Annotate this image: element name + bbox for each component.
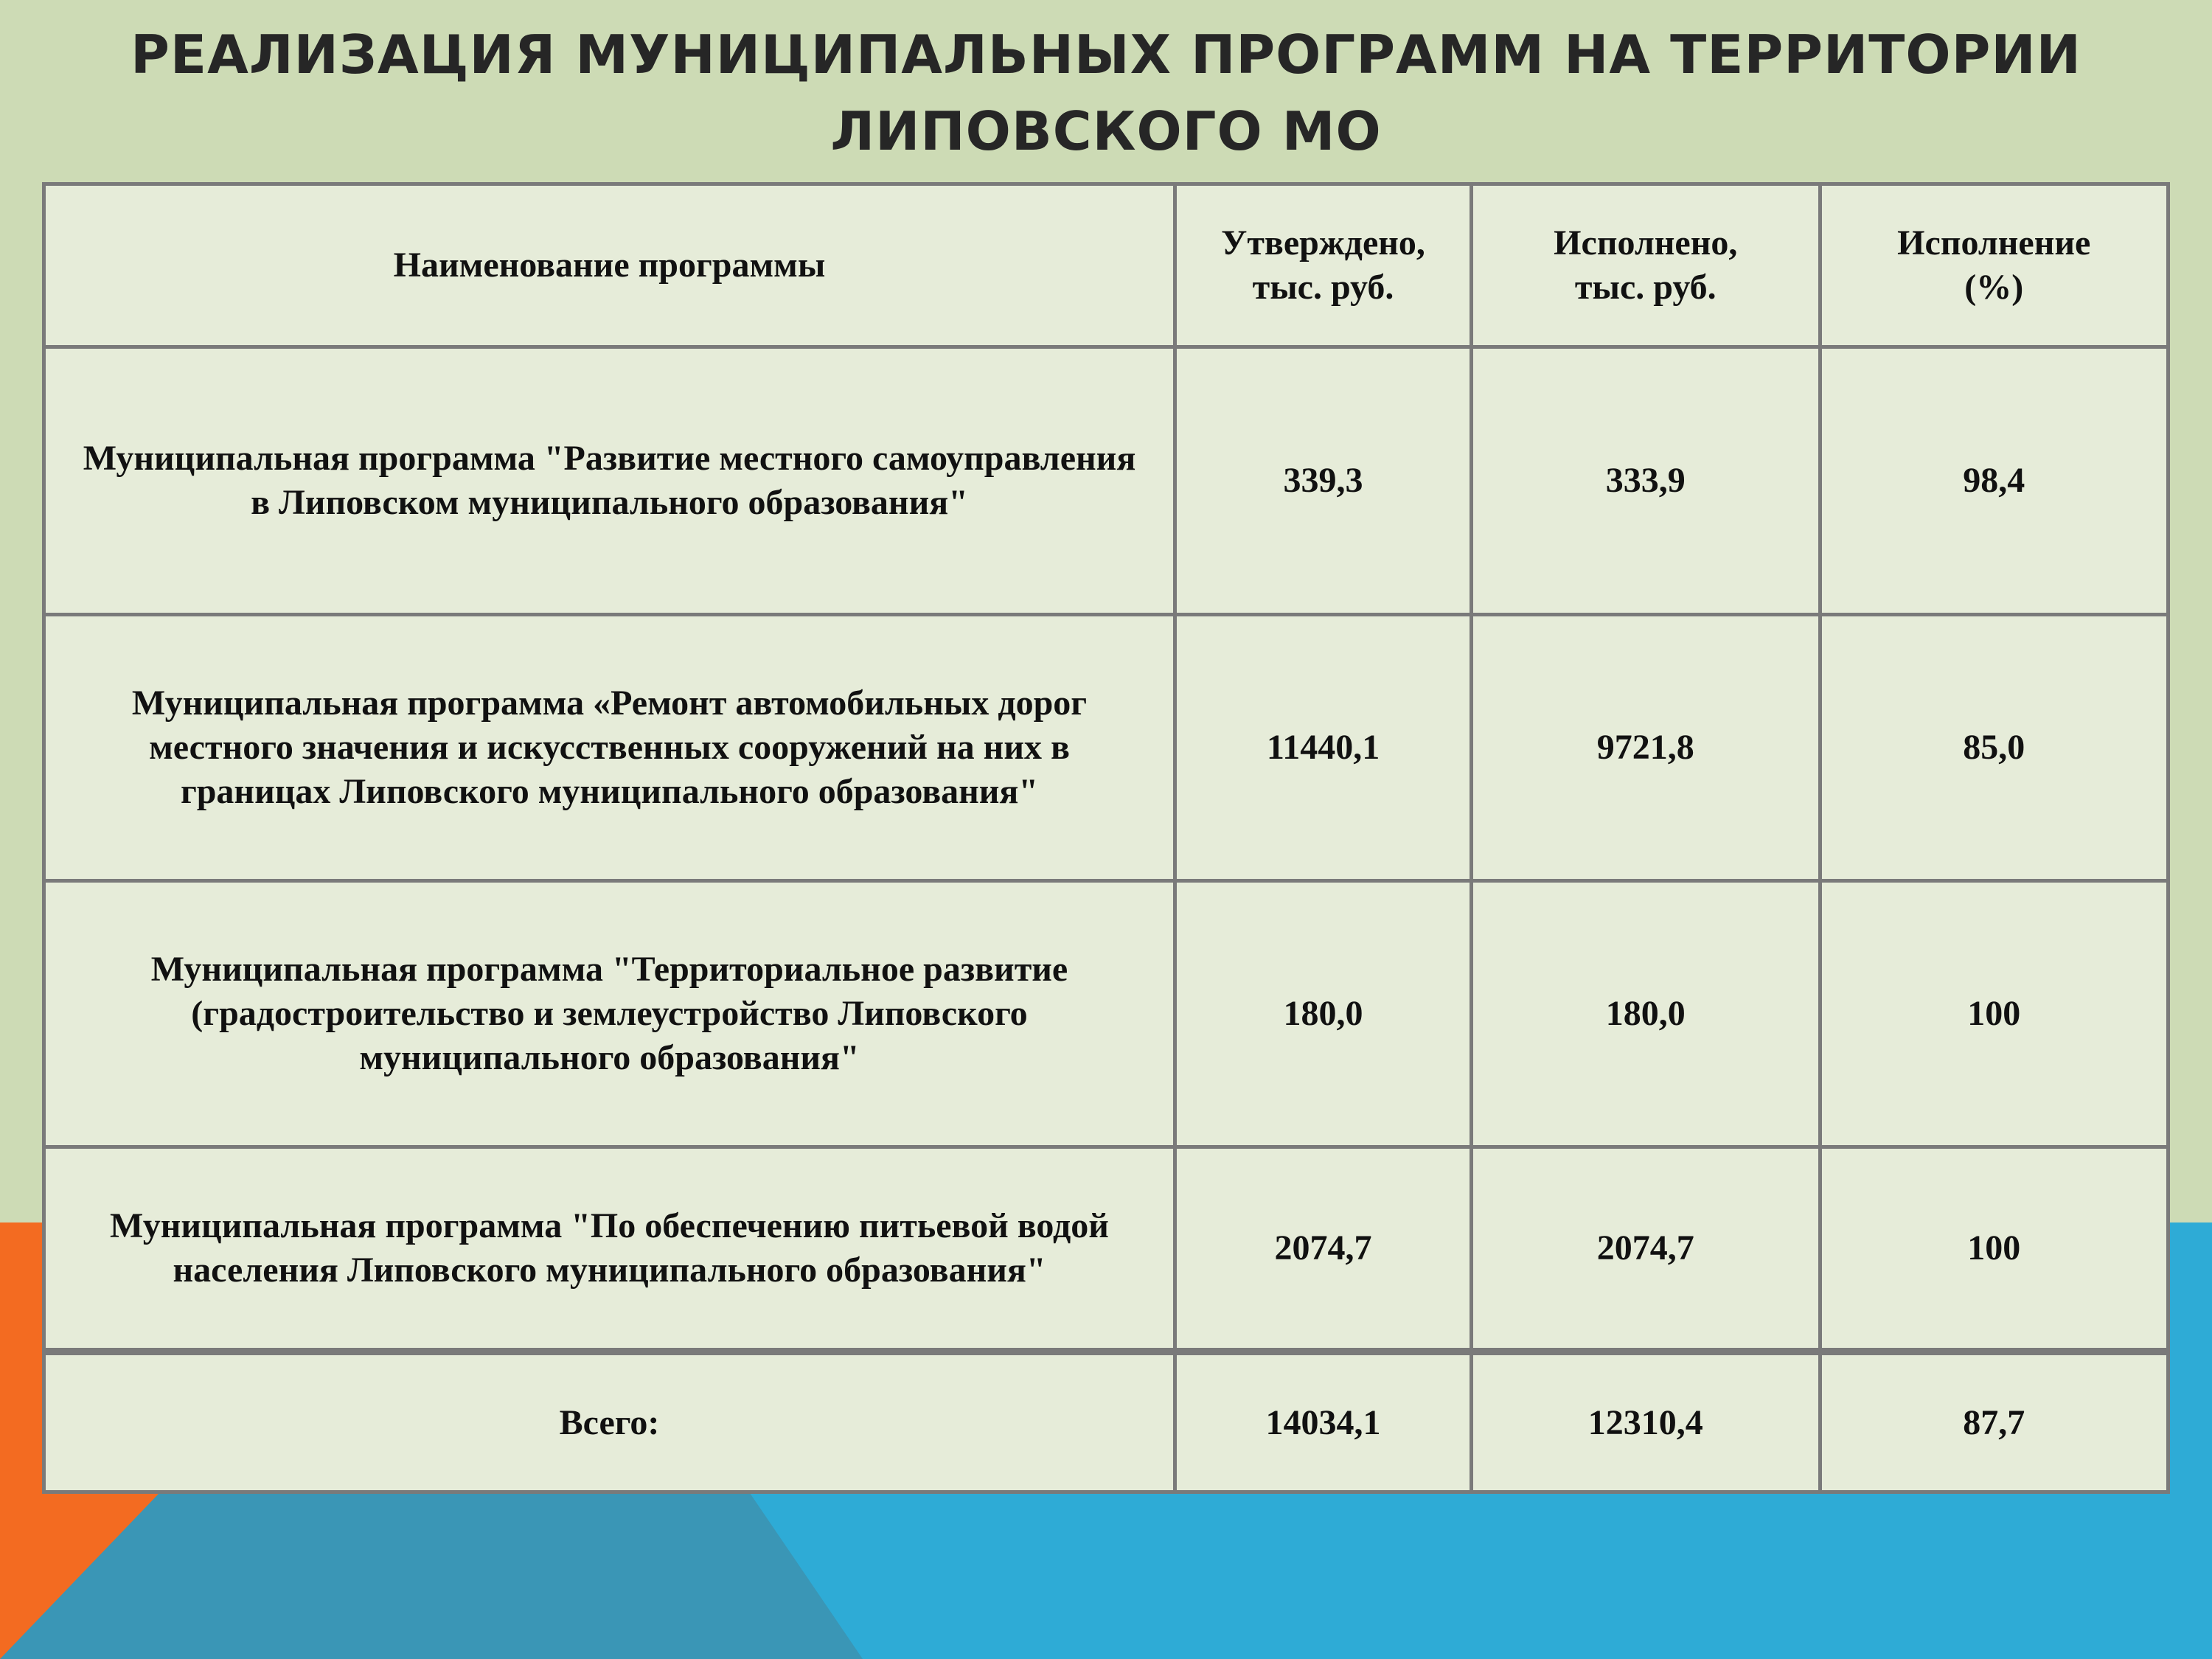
executed-cell: 9721,8 (1472, 615, 1820, 881)
percent-cell: 85,0 (1820, 615, 2168, 881)
executed-cell: 180,0 (1472, 881, 1820, 1147)
percent-cell: 100 (1820, 1147, 2168, 1352)
executed-cell: 333,9 (1472, 347, 1820, 615)
title-line-2: ЛИПОВСКОГО МО (830, 100, 1382, 162)
executed-cell: 2074,7 (1472, 1147, 1820, 1352)
total-executed: 12310,4 (1472, 1352, 1820, 1492)
total-label: Всего: (44, 1352, 1175, 1492)
program-name-cell: Муниципальная программа "По обеспечению питьевой водой населения Липовского муниципального образования" (44, 1147, 1175, 1352)
title-line-1: РЕАЛИЗАЦИЯ МУНИЦИПАЛЬНЫХ ПРОГРАММ НА ТЕРРИТОРИИ (131, 24, 2081, 86)
approved-cell: 2074,7 (1175, 1147, 1471, 1352)
program-name-cell: Муниципальная программа "Территориальное развитие (градостроительство и землеустройство Липовского муниципального образования" (44, 881, 1175, 1147)
header-program-name: Наименование программы (44, 184, 1175, 347)
total-percent: 87,7 (1820, 1352, 2168, 1492)
header-executed: Исполнено, тыс. руб. (1472, 184, 1820, 347)
programs-table (42, 182, 2170, 1494)
total-approved: 14034,1 (1175, 1352, 1471, 1492)
table-row (44, 347, 2168, 615)
header-approved: Утверждено, тыс. руб. (1175, 184, 1471, 347)
page-title (0, 16, 2212, 170)
program-name-cell: Муниципальная программа "Развитие местного самоуправления в Липовском муниципального образования" (44, 347, 1175, 615)
approved-cell: 11440,1 (1175, 615, 1471, 881)
approved-cell: 339,3 (1175, 347, 1471, 615)
table-row (44, 615, 2168, 881)
header-percent: Исполнение (%) (1820, 184, 2168, 347)
table-row (44, 881, 2168, 1147)
percent-cell: 100 (1820, 881, 2168, 1147)
table-header-row (44, 184, 2168, 347)
total-row (44, 1352, 2168, 1492)
program-name-cell: Муниципальная программа «Ремонт автомобильных дорог местного значения и искусственных сооружений на них в границах Липовского муниципального образования" (44, 615, 1175, 881)
percent-cell: 98,4 (1820, 347, 2168, 615)
approved-cell: 180,0 (1175, 881, 1471, 1147)
table-row (44, 1147, 2168, 1352)
